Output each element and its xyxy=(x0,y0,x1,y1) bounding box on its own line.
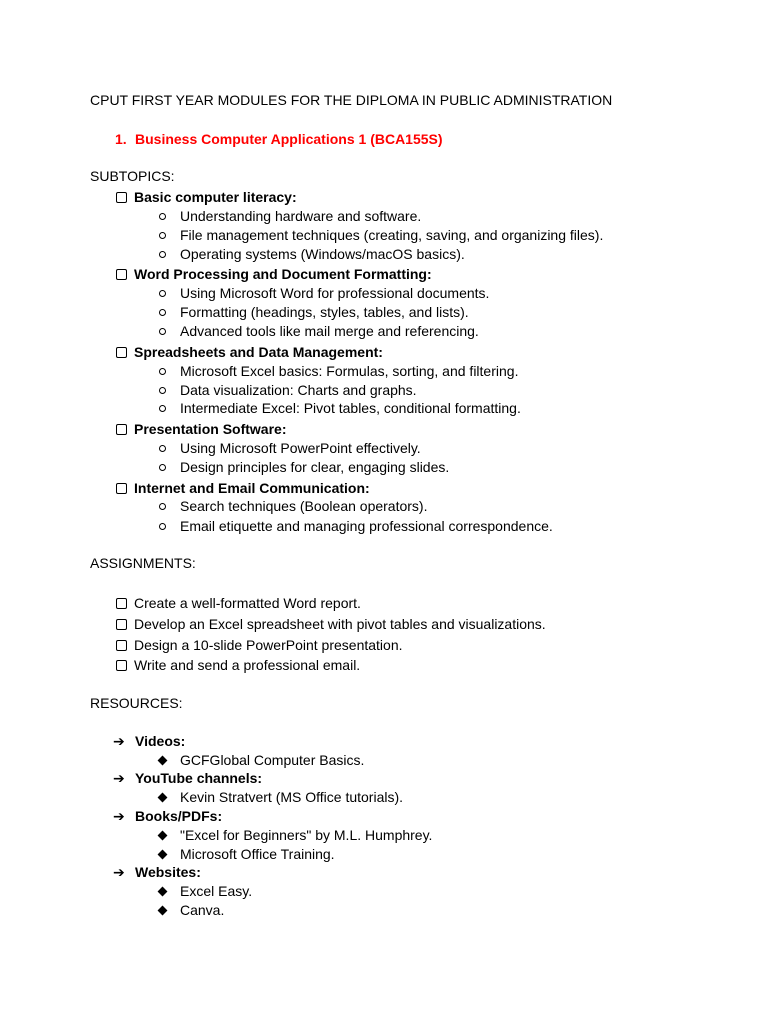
subtopic-item xyxy=(159,285,489,302)
subtopic-item xyxy=(159,246,465,263)
arrow-right-icon: ➔ xyxy=(113,808,125,824)
topic-title: Word Processing and Document Formatting: xyxy=(134,266,432,282)
diamond-bullet-icon xyxy=(158,793,168,803)
assignment-item xyxy=(116,616,546,633)
subtopic-text: File management techniques (creating, saving, and organizing files). xyxy=(180,227,604,243)
checkbox-icon[interactable] xyxy=(116,269,127,280)
topic-title: Presentation Software: xyxy=(134,421,287,437)
topic-item xyxy=(116,344,383,361)
resource-title: Videos: xyxy=(135,733,186,749)
resource-item xyxy=(159,883,252,900)
checkbox-icon[interactable] xyxy=(116,640,127,651)
diamond-bullet-icon xyxy=(158,906,168,916)
topic-title: Spreadsheets and Data Management: xyxy=(134,344,383,360)
resource-item xyxy=(159,789,403,806)
checkbox-icon[interactable] xyxy=(116,619,127,630)
document-title: CPUT FIRST YEAR MODULES FOR THE DIPLOMA IN PUBLIC ADMINISTRATION xyxy=(90,92,613,108)
hollow-bullet-icon xyxy=(159,405,166,412)
resource-category xyxy=(113,808,222,825)
subtopic-item xyxy=(159,304,469,321)
topic-item xyxy=(116,189,297,206)
subtopic-text: Data visualization: Charts and graphs. xyxy=(180,382,417,398)
resource-item xyxy=(159,902,224,919)
subtopic-item xyxy=(159,323,479,340)
resources-heading: RESOURCES: xyxy=(90,695,183,711)
assignment-text: Create a well-formatted Word report. xyxy=(134,595,361,611)
topic-title: Internet and Email Communication: xyxy=(134,480,370,496)
subtopic-item xyxy=(159,459,449,476)
subtopic-text: Using Microsoft PowerPoint effectively. xyxy=(180,440,421,456)
resource-title: Books/PDFs: xyxy=(135,808,223,824)
subtopic-item xyxy=(159,363,518,380)
topic-item xyxy=(116,421,286,438)
assignments-heading: ASSIGNMENTS: xyxy=(90,555,196,571)
topic-item xyxy=(116,266,432,283)
diamond-bullet-icon xyxy=(158,850,168,860)
subtopic-text: Understanding hardware and software. xyxy=(180,208,422,224)
checkbox-icon[interactable] xyxy=(116,598,127,609)
hollow-bullet-icon xyxy=(159,213,166,220)
arrow-right-icon: ➔ xyxy=(113,864,125,880)
assignment-text: Design a 10-slide PowerPoint presentation. xyxy=(134,637,403,653)
resource-text: Kevin Stratvert (MS Office tutorials). xyxy=(180,789,404,805)
hollow-bullet-icon xyxy=(159,328,166,335)
hollow-bullet-icon xyxy=(159,503,166,510)
hollow-bullet-icon xyxy=(159,445,166,452)
module-heading xyxy=(115,131,443,148)
resource-category xyxy=(113,864,201,881)
topic-item xyxy=(116,480,370,497)
hollow-bullet-icon xyxy=(159,368,166,375)
resource-text: Excel Easy. xyxy=(180,883,253,899)
hollow-bullet-icon xyxy=(159,523,166,530)
resource-title: YouTube channels: xyxy=(135,770,263,786)
assignment-text: Develop an Excel spreadsheet with pivot tables and visualizations. xyxy=(134,616,546,632)
checkbox-icon[interactable] xyxy=(116,424,127,435)
module-name: Business Computer Applications 1 (BCA155S) xyxy=(135,131,443,147)
hollow-bullet-icon xyxy=(159,464,166,471)
resource-text: Microsoft Office Training. xyxy=(180,846,335,862)
resource-category xyxy=(113,770,262,787)
subtopic-item xyxy=(159,400,521,417)
subtopics-heading: SUBTOPICS: xyxy=(90,168,175,184)
subtopic-item xyxy=(159,518,553,535)
hollow-bullet-icon xyxy=(159,251,166,258)
hollow-bullet-icon xyxy=(159,290,166,297)
checkbox-icon[interactable] xyxy=(116,347,127,358)
diamond-bullet-icon xyxy=(158,756,168,766)
subtopic-text: Operating systems (Windows/macOS basics). xyxy=(180,246,465,262)
hollow-bullet-icon xyxy=(159,387,166,394)
resource-category xyxy=(113,733,185,750)
hollow-bullet-icon xyxy=(159,309,166,316)
subtopic-item xyxy=(159,440,421,457)
module-number: 1. xyxy=(115,131,127,147)
assignment-item xyxy=(116,637,403,654)
subtopic-text: Microsoft Excel basics: Formulas, sorting, and filtering. xyxy=(180,363,519,379)
subtopic-item xyxy=(159,498,427,515)
assignment-item xyxy=(116,657,360,674)
resource-title: Websites: xyxy=(135,864,201,880)
subtopic-text: Intermediate Excel: Pivot tables, conditional formatting. xyxy=(180,400,521,416)
diamond-bullet-icon xyxy=(158,831,168,841)
subtopic-text: Using Microsoft Word for professional documents. xyxy=(180,285,490,301)
resource-item xyxy=(159,827,432,844)
subtopic-item xyxy=(159,227,603,244)
subtopic-text: Advanced tools like mail merge and referencing. xyxy=(180,323,479,339)
subtopic-text: Formatting (headings, styles, tables, and lists). xyxy=(180,304,469,320)
subtopic-text: Email etiquette and managing professional correspondence. xyxy=(180,518,553,534)
subtopic-text: Design principles for clear, engaging slides. xyxy=(180,459,450,475)
resource-item xyxy=(159,752,364,769)
subtopic-item xyxy=(159,208,421,225)
checkbox-icon[interactable] xyxy=(116,483,127,494)
checkbox-icon[interactable] xyxy=(116,192,127,203)
diamond-bullet-icon xyxy=(158,887,168,897)
arrow-right-icon: ➔ xyxy=(113,733,125,749)
subtopic-item xyxy=(159,382,417,399)
subtopic-text: Search techniques (Boolean operators). xyxy=(180,498,428,514)
topic-title: Basic computer literacy: xyxy=(134,189,297,205)
resource-item xyxy=(159,846,335,863)
resource-text: "Excel for Beginners" by M.L. Humphrey. xyxy=(180,827,433,843)
checkbox-icon[interactable] xyxy=(116,660,127,671)
resource-text: GCFGlobal Computer Basics. xyxy=(180,752,365,768)
hollow-bullet-icon xyxy=(159,232,166,239)
resource-text: Canva. xyxy=(180,902,225,918)
arrow-right-icon: ➔ xyxy=(113,770,125,786)
assignment-item xyxy=(116,595,361,612)
assignment-text: Write and send a professional email. xyxy=(134,657,361,673)
